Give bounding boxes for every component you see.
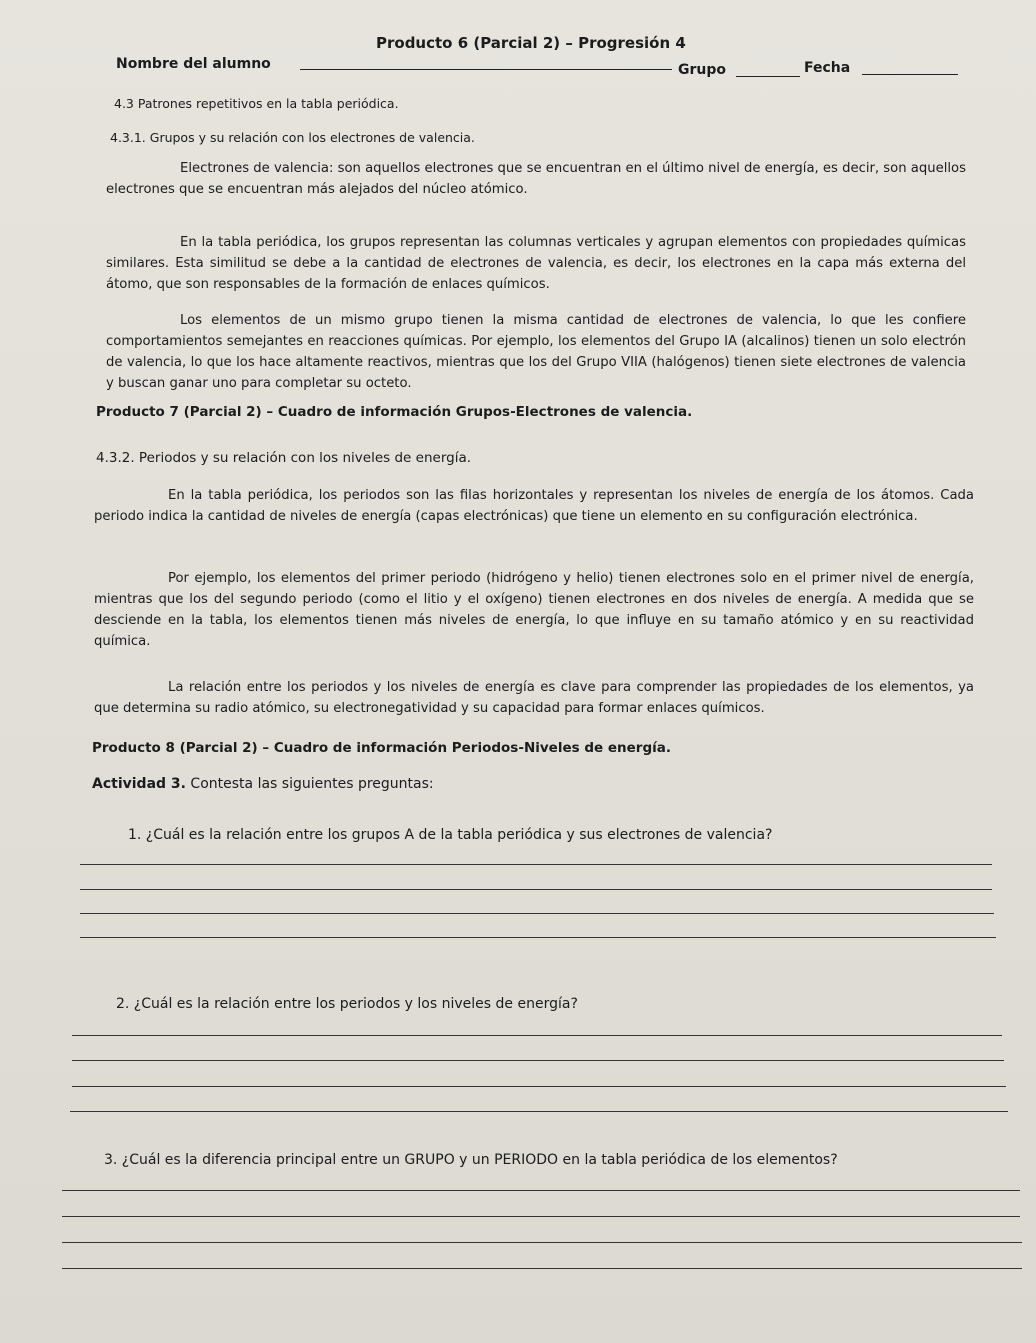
date-field[interactable]	[862, 74, 958, 75]
paragraph-groups: En la tabla periódica, los grupos representan las columnas verticales y agrupan elementos con propiedades químicas similares. Esta similitud se debe a la cantidad de electrones de valencia, es decir, los electrones en la capa más externa del átomo, que son responsables de la formación de enlaces químicos.	[106, 235, 966, 292]
answer-line[interactable]	[80, 889, 992, 890]
section-heading-4-3-1: 4.3.1. Grupos y su relación con los electrones de valencia.	[110, 130, 475, 145]
answer-line[interactable]	[62, 1242, 1022, 1243]
section-heading-4-3-2: 4.3.2. Periodos y su relación con los niveles de energía.	[96, 450, 472, 466]
paragraph-periods-example: Por ejemplo, los elementos del primer periodo (hidrógeno y helio) tienen electrones solo en el primer nivel de energía, mientras que los del segundo periodo (como el litio y el oxígeno) tienen electrones en dos niveles de energía. A medida que se desciende en la tabla, los elementos tienen más niveles de energía, lo que influye en su tamaño atómico y en su reactividad química.	[94, 571, 974, 649]
answer-line[interactable]	[72, 1086, 1006, 1087]
activity-heading	[92, 776, 434, 792]
answer-line[interactable]	[80, 913, 994, 914]
answer-line[interactable]	[70, 1111, 1008, 1112]
activity-title: Actividad 3.	[92, 776, 186, 792]
paragraph-groups-example: Los elementos de un mismo grupo tienen la misma cantidad de electrones de valencia, lo que les confiere comportamientos semejantes en reacciones químicas. Por ejemplo, los elementos del Grupo IA (alcalinos) tienen un solo electrón de valencia, lo que los hace altamente reactivos, mientras que los del Grupo VIIA (halógenos) tienen siete electrones de valencia y buscan ganar uno para completar su octeto.	[106, 313, 966, 391]
activity-instruction: Contesta las siguientes preguntas:	[185, 776, 434, 792]
question-3: 3. ¿Cuál es la diferencia principal entre un GRUPO y un PERIODO en la tabla periódica de los elementos?	[104, 1152, 838, 1168]
paragraph-periods-relation: La relación entre los periodos y los niveles de energía es clave para comprender las propiedades de los elementos, ya que determina su radio atómico, su electronegatividad y su capacidad para formar enlaces químicos.	[94, 680, 974, 716]
product-7-heading: Producto 7 (Parcial 2) – Cuadro de información Grupos-Electrones de valencia.	[96, 404, 693, 420]
question-1: 1. ¿Cuál es la relación entre los grupos A de la tabla periódica y sus electrones de valencia?	[128, 827, 773, 843]
paragraph-valence-definition: Electrones de valencia: son aquellos electrones que se encuentran en el último nivel de energía, es decir, son aquellos electrones que se encuentran más alejados del núcleo atómico.	[106, 161, 966, 197]
section-heading-4-3: 4.3 Patrones repetitivos en la tabla periódica.	[114, 96, 399, 111]
answer-line[interactable]	[62, 1268, 1022, 1269]
document-title: Producto 6 (Parcial 2) – Progresión 4	[376, 34, 686, 52]
answer-line[interactable]	[80, 937, 996, 938]
answer-line[interactable]	[62, 1216, 1020, 1217]
answer-line[interactable]	[62, 1190, 1020, 1191]
product-8-heading: Producto 8 (Parcial 2) – Cuadro de información Periodos-Niveles de energía.	[92, 740, 671, 756]
group-label: Grupo	[678, 62, 727, 78]
student-name-field[interactable]	[300, 69, 672, 70]
student-name-label: Nombre del alumno	[116, 56, 271, 72]
answer-line[interactable]	[72, 1060, 1004, 1061]
group-field[interactable]	[736, 76, 800, 77]
paragraph-periods: En la tabla periódica, los periodos son las filas horizontales y representan los niveles de energía de los átomos. Cada periodo indica la cantidad de niveles de energía (capas electrónicas) que tiene un elemento en su configuración electrónica.	[94, 488, 974, 524]
answer-line[interactable]	[80, 864, 992, 865]
question-2: 2. ¿Cuál es la relación entre los periodos y los niveles de energía?	[116, 996, 578, 1012]
answer-line[interactable]	[72, 1035, 1002, 1036]
date-label: Fecha	[804, 60, 851, 76]
